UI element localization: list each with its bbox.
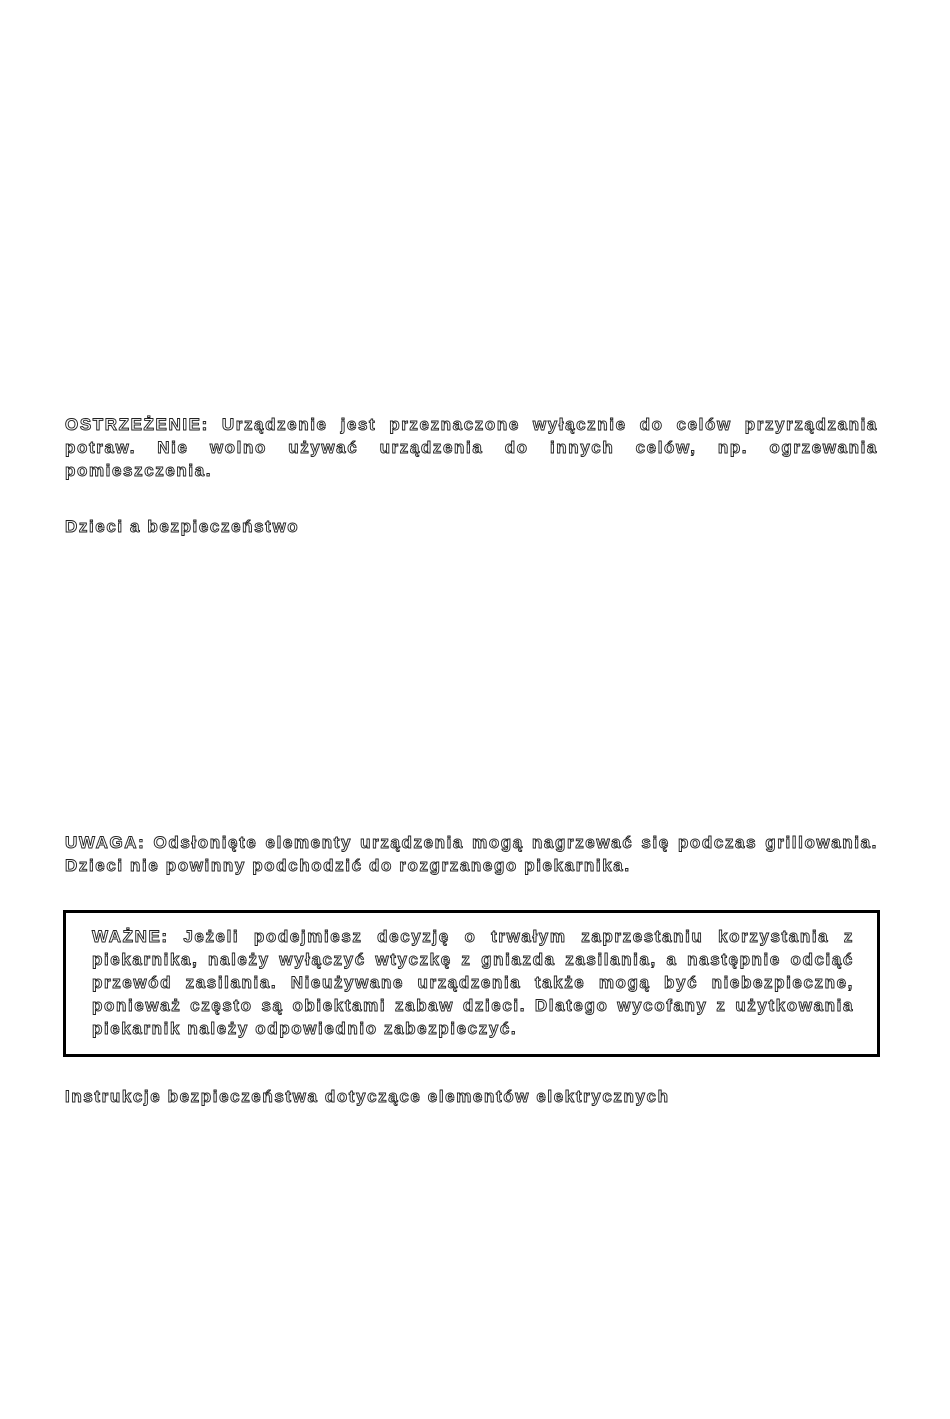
warning-text: Urządzenie jest przeznaczone wyłącznie do celów przyrządzania potraw. Nie wolno używać urządzenia do innych celów, np. ogrzewania pomieszczenia. (65, 415, 878, 480)
important-label: WAŻNE: (92, 927, 169, 946)
important-text: Jeżeli podejmiesz decyzję o trwałym zaprzestaniu korzystania z piekarnika, należy wyłączyć wtyczkę z gniazda zasilania, a następnie odciąć przewód zasilania. Nieużywane urządzenia także mogą być niebezpieczne, ponieważ często są obiektami zabaw dzieci. Dlatego wycofany z użytkowania piekarnik należy odpowiednio zabezpieczyć. (92, 927, 854, 1038)
important-notice-box (63, 910, 880, 1057)
warning-label: OSTRZEŻENIE: (65, 415, 209, 434)
children-safety-heading: Dzieci a bezpieczeństwo (65, 517, 300, 536)
caution-label: UWAGA: (65, 833, 146, 852)
electrical-safety-heading: Instrukcje bezpieczeństwa dotyczące elementów elektrycznych (65, 1087, 670, 1106)
important-paragraph (92, 925, 854, 1040)
caution-text: Odsłonięte elementy urządzenia mogą nagrzewać się podczas grillowania. Dzieci nie powinny podchodzić do rozgrzanego piekarnika. (65, 833, 878, 875)
caution-paragraph (65, 831, 878, 877)
warning-paragraph (65, 413, 878, 482)
